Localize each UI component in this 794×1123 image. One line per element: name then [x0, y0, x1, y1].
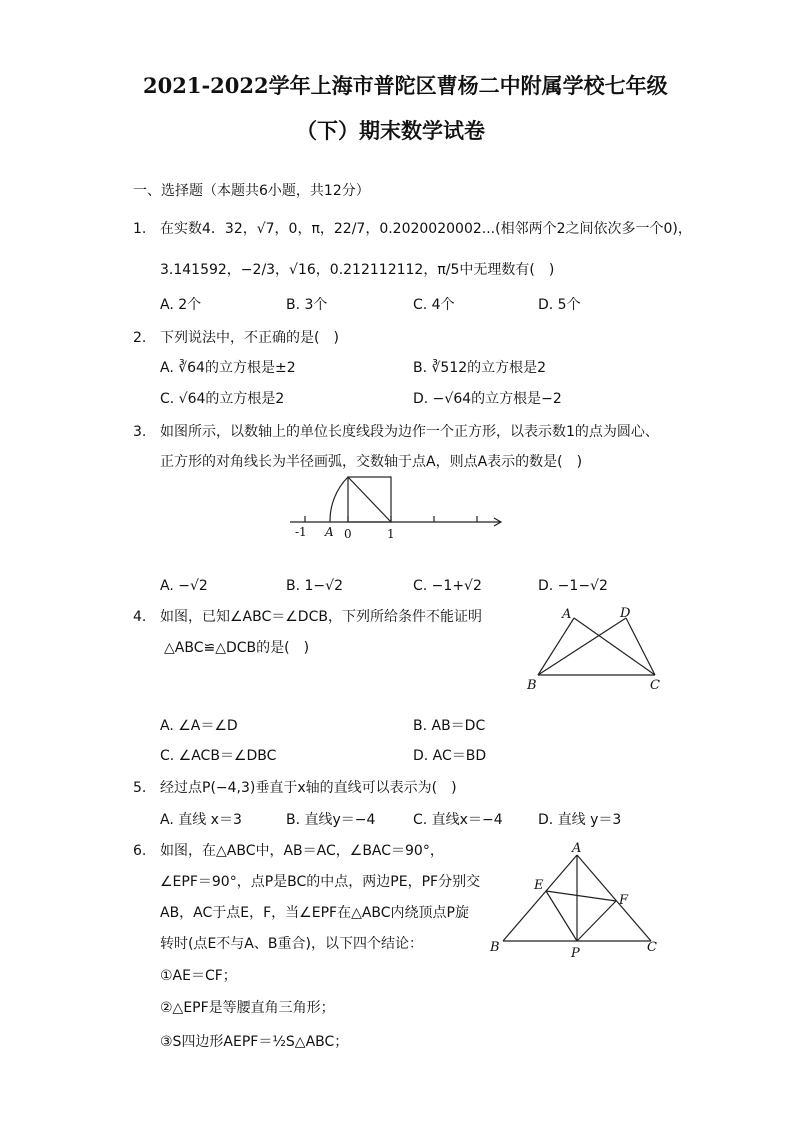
question-1-line1: 在实数4．32，√7，0，π，22/7，0.2020020002...(相邻两个2之间依次多一个0)，	[160, 221, 692, 237]
question-4-line1: 如图，已知∠ABC＝∠DCB，下列所给条件不能证明	[160, 609, 482, 625]
option-c: C. ∠ACB＝∠DBC	[160, 748, 277, 764]
vertex-label-d: D	[620, 606, 631, 621]
option-d: D. 直线 y＝3	[538, 812, 622, 828]
triangle-figure-q6	[486, 840, 661, 965]
conclusion-2: ②△EPF是等腰直角三角形；	[160, 1000, 335, 1016]
vertex-label-p: P	[571, 946, 580, 961]
vertex-label-b: B	[490, 940, 500, 955]
option-d: D. AC＝BD	[413, 748, 487, 764]
option-a: A. ∠A＝∠D	[160, 718, 238, 734]
option-c: C. −1+√2	[413, 578, 482, 594]
option-b: B. 直线y＝−4	[286, 812, 376, 828]
question-1-line2: 3.141592，−2/3，√16，0.212112112，π/5中无理数有( )	[160, 262, 555, 278]
question-6-line3: AB，AC于点E，F，当∠EPF在△ABC内绕顶点P旋	[160, 905, 469, 921]
question-2-stem: 下列说法中，不正确的是( )	[160, 330, 339, 346]
question-number: 1.	[133, 221, 147, 237]
question-6-line2: ∠EPF＝90°，点P是BC的中点，两边PE，PF分别交	[160, 874, 481, 890]
option-a: A. −√2	[160, 578, 208, 594]
conclusion-1: ①AE＝CF；	[160, 968, 237, 984]
vertex-label-c: C	[650, 678, 660, 693]
vertex-label-a: A	[562, 607, 572, 622]
option-b: B. AB＝DC	[413, 718, 486, 734]
option-c: C. 直线x＝−4	[413, 812, 503, 828]
question-number: 5.	[133, 780, 147, 796]
question-6-line1: 如图，在△ABC中，AB＝AC，∠BAC＝90°，	[160, 843, 444, 859]
option-b: B. 3个	[286, 297, 328, 313]
conclusion-3: ③S四边形AEPF＝½S△ABC；	[160, 1034, 349, 1050]
axis-label-one: 1	[387, 527, 395, 541]
axis-label-zero: 0	[344, 527, 352, 541]
axis-label-a: A	[325, 525, 334, 539]
vertex-label-a: A	[572, 841, 582, 856]
triangle-figure-q4	[522, 603, 667, 693]
question-number: 2.	[133, 330, 147, 346]
axis-label-minus-one: -1	[295, 525, 307, 539]
option-c: C. √64的立方根是2	[160, 391, 285, 407]
option-c: C. 4个	[413, 297, 455, 313]
option-d: D. 5个	[538, 297, 581, 313]
vertex-label-e: E	[534, 878, 544, 893]
question-number: 4.	[133, 609, 147, 625]
section-heading: 一、选择题（本题共6小题，共12分）	[133, 183, 370, 199]
option-a: A. 2个	[160, 297, 202, 313]
question-5-stem: 经过点P(−4,3)垂直于x轴的直线可以表示为( )	[160, 780, 457, 796]
question-3-line1: 如图所示，以数轴上的单位长度线段为边作一个正方形，以表示数1的点为圆心、	[160, 424, 659, 440]
option-d: D. −√64的立方根是−2	[413, 391, 562, 407]
page-title-line2: （下）期末数学试卷	[296, 118, 485, 143]
option-b: B. ∛512的立方根是2	[413, 360, 547, 376]
page-title-line1: 2021-2022学年上海市普陀区曹杨二中附属学校七年级	[143, 73, 668, 98]
vertex-label-c: C	[647, 940, 657, 955]
option-d: D. −1−√2	[538, 578, 608, 594]
option-a: A. 直线 x＝3	[160, 812, 242, 828]
vertex-label-f: F	[619, 893, 629, 908]
number-line-figure	[285, 472, 510, 542]
vertex-label-b: B	[527, 678, 537, 693]
question-6-line4: 转时(点E不与A、B重合)，以下四个结论：	[160, 936, 423, 952]
question-number: 6.	[133, 843, 147, 859]
question-number: 3.	[133, 424, 147, 440]
option-b: B. 1−√2	[286, 578, 343, 594]
option-a: A. ∛64的立方根是±2	[160, 360, 296, 376]
question-3-line2: 正方形的对角线长为半径画弧，交数轴于点A，则点A表示的数是( )	[160, 454, 583, 470]
question-4-line2: △ABC≌△DCB的是( )	[164, 640, 310, 656]
